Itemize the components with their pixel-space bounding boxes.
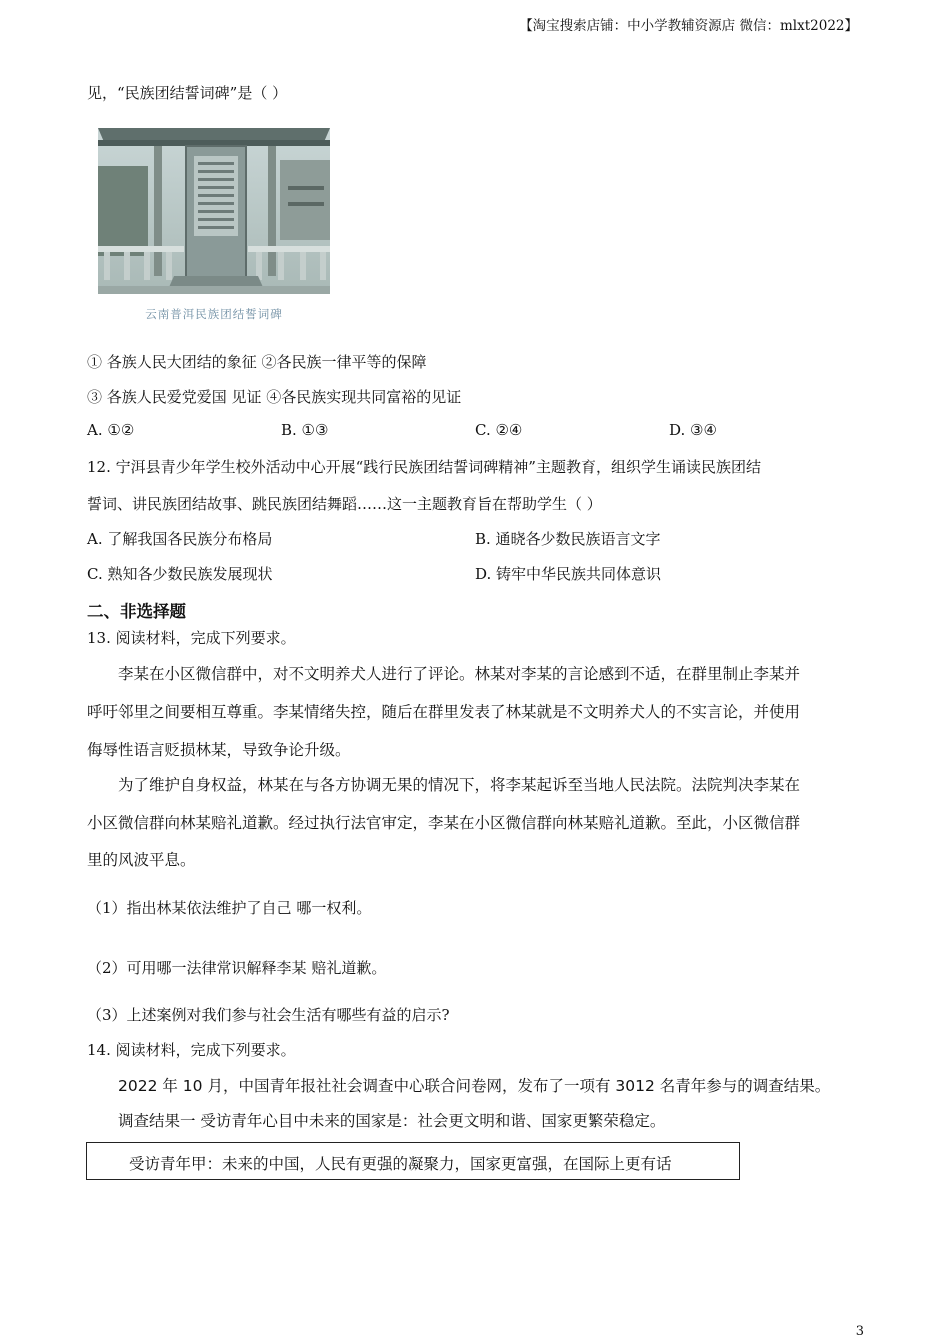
interview-quote-box [86, 1142, 740, 1180]
q13-question-3: （3）上述案例对我们参与社会生活有哪些有益的启示? [87, 1006, 450, 1024]
q11-stem-tail: 见，“民族团结誓词碑”是（ ） [87, 84, 288, 102]
q12-stem-line-2: 誓词、讲民族团结故事、跳民族团结舞蹈……这一主题教育旨在帮助学生（ ） [87, 495, 602, 513]
q13-material-line-5: 小区微信群向林某赔礼道歉。经过执行法官审定，李某在小区微信群向林某赔礼道歉。至此，小区微信群 [87, 814, 801, 832]
q13-material-line-4: 为了维护自身权益，林某在与各方协调无果的情况下，将李某起诉至当地人民法院。法院判决李某在 [118, 776, 801, 794]
q12-stem-line-1: 12. 宁洱县青少年学生校外活动中心开展“践行民族团结誓词碑精神”主题教育，组织学生诵读民族团结 [87, 458, 761, 476]
q13-material-line-1: 李某在小区微信群中，对不文明养犬人进行了评论。林某对李某的言论感到不适，在群里制止李某并 [118, 665, 801, 683]
q13-stem: 13. 阅读材料，完成下列要求。 [87, 629, 296, 647]
section-2-title: 二、非选择题 [87, 602, 186, 621]
q13-question-1: （1）指出林某依法维护了自己 哪一权利。 [87, 899, 372, 917]
q14-stem: 14. 阅读材料，完成下列要求。 [87, 1041, 296, 1059]
q11-option-a: A. ①② [87, 421, 135, 439]
q13-material-line-2: 呼吁邻里之间要相互尊重。李某情绪失控，随后在群里发表了林某就是不文明养犬人的不实言论，并使用 [87, 703, 801, 721]
header-note: 【淘宝搜索店铺：中小学教辅资源店 微信：mlxt2022】 [519, 18, 858, 34]
q11-option-c: C. ②④ [475, 421, 523, 439]
q13-material-line-6: 里的风波平息。 [87, 851, 196, 869]
page-number: 3 [855, 1324, 864, 1339]
monument-photo [92, 126, 336, 330]
q12-option-d: D. 铸牢中华民族共同体意识 [475, 565, 662, 583]
q11-statement-1: ① 各族人民大团结的象征 ②各民族一律平等的保障 [87, 353, 427, 371]
interview-quote-text: 受访青年甲：未来的中国，人民有更强的凝聚力，国家更富强，在国际上更有话 [129, 1155, 672, 1173]
q12-option-c: C. 熟知各少数民族发展现状 [87, 565, 273, 583]
q11-statement-2: ③ 各族人民爱党爱国 见证 ④各民族实现共同富裕的见证 [87, 388, 462, 406]
q14-material-line-2: 调查结果一 受访青年心目中未来的国家是：社会更文明和谐、国家更繁荣稳定。 [118, 1112, 666, 1130]
q12-option-b: B. 通晓各少数民族语言文字 [475, 530, 661, 548]
photo-caption: 云南普洱民族团结誓词碑 [145, 307, 283, 321]
q12-option-a: A. 了解我国各民族分布格局 [87, 530, 273, 548]
q13-question-2: （2）可用哪一法律常识解释李某 赔礼道歉。 [87, 959, 387, 977]
q11-option-d: D. ③④ [669, 421, 717, 439]
monument-image [92, 126, 336, 330]
q13-material-line-3: 侮辱性语言贬损林某，导致争论升级。 [87, 741, 351, 759]
q14-material-line-1: 2022 年 10 月，中国青年报社社会调查中心联合问卷网，发布了一项有 3012 名青年参与的调查结果。 [118, 1077, 831, 1095]
q11-option-b: B. ①③ [281, 421, 329, 439]
